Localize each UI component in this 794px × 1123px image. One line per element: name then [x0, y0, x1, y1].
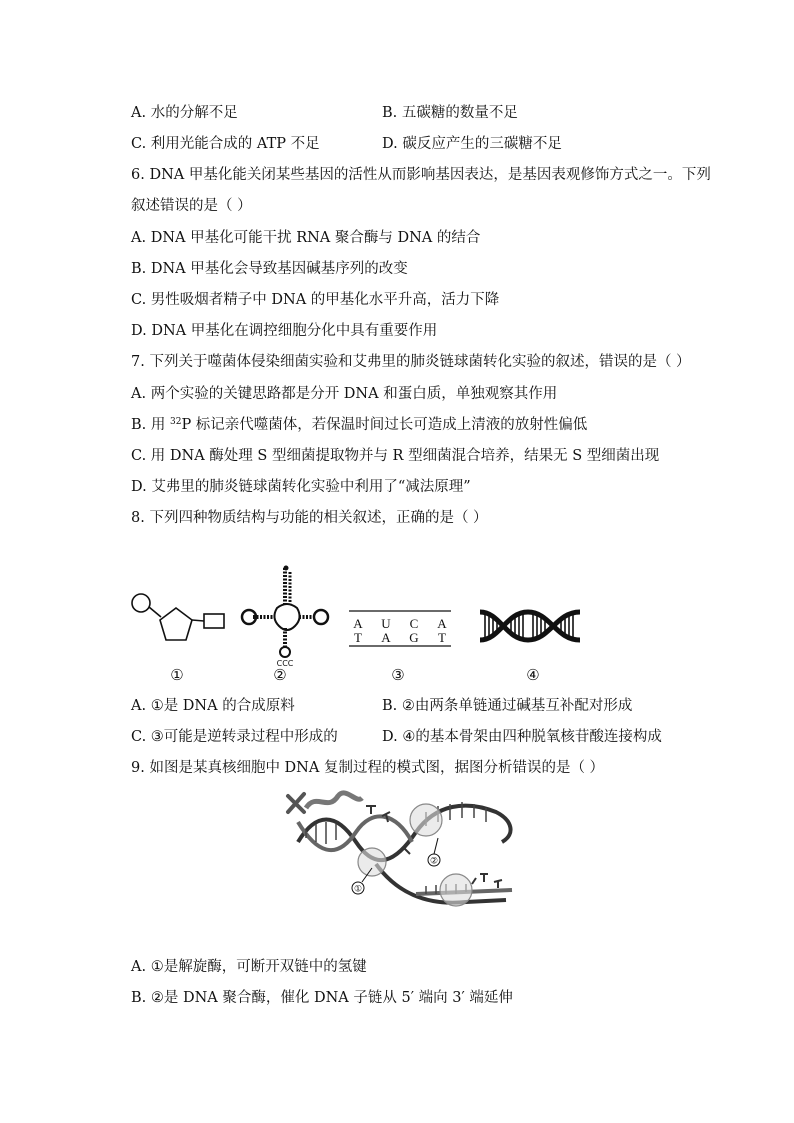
q7-option-a: A. 两个实验的关键思路都是分开 DNA 和蛋白质，单独观察其作用: [131, 386, 558, 402]
q5-option-b: B. 五碳糖的数量不足: [382, 105, 518, 121]
seq-bottom-base: A: [381, 630, 391, 645]
q8-option-d: D. ④的基本骨架由四种脱氧核苷酸连接构成: [382, 729, 662, 745]
seq-top-base: A: [437, 616, 447, 631]
q5-option-a: A. 水的分解不足: [131, 105, 238, 121]
seq-bottom-base: T: [354, 630, 362, 645]
q6-option-b: B. DNA 甲基化会导致基因碱基序列的改变: [131, 261, 408, 277]
seq-top-base: C: [409, 616, 419, 631]
q7-stem: 7. 下列关于噬菌体侵染细菌实验和艾弗里的肺炎链球菌转化实验的叙述，错误的是（ ）: [131, 354, 691, 370]
replication-label-1: ①: [353, 884, 363, 895]
q6-option-a: A. DNA 甲基化可能干扰 RNA 聚合酶与 DNA 的结合: [131, 230, 481, 246]
seq-top-base: U: [381, 616, 391, 631]
q8-option-a: A. ①是 DNA 的合成原料: [131, 698, 295, 714]
q7-option-b-isotope: 32: [169, 417, 182, 427]
q6-stem-line1: 6. DNA 甲基化能关闭某些基因的活性从而影响基因表达，是基因表观修饰方式之一。下列: [131, 167, 711, 183]
q9-option-b: B. ②是 DNA 聚合酶，催化 DNA 子链从 5′ 端向 3′ 端延伸: [131, 990, 513, 1006]
q8-option-b: B. ②由两条单链通过碱基互补配对形成: [382, 698, 633, 714]
sequence-figure: [347, 608, 453, 648]
figure-label-3: ③: [391, 666, 405, 684]
seq-top-base: A: [353, 616, 363, 631]
q7-option-c: C. 用 DNA 酶处理 S 型细菌提取物并与 R 型细菌混合培养，结果无 S 型细菌出现: [131, 448, 660, 464]
q7-option-b-prefix: B. 用: [131, 417, 170, 433]
figure-label-2: ②: [273, 666, 287, 684]
q6-stem-line2: 叙述错误的是（ ）: [131, 198, 252, 214]
q7-option-d: D. 艾弗里的肺炎链球菌转化实验中利用了“减法原理”: [131, 479, 471, 495]
dna-replication-figure: [276, 782, 526, 922]
figure-label-1: ①: [170, 666, 184, 684]
q5-option-c: C. 利用光能合成的 ATP 不足: [131, 136, 320, 152]
q9-option-a: A. ①是解旋酶，可断开双链中的氢键: [131, 959, 367, 975]
q9-stem: 9. 如图是某真核细胞中 DNA 复制过程的模式图，据图分析错误的是（ ）: [131, 760, 605, 776]
q5-option-d: D. 碳反应产生的三碳糖不足: [382, 136, 562, 152]
nucleotide-figure: [128, 590, 228, 650]
q6-option-d: D. DNA 甲基化在调控细胞分化中具有重要作用: [131, 323, 438, 339]
figure-label-4: ④: [526, 666, 540, 684]
q8-option-c: C. ③可能是逆转录过程中形成的: [131, 729, 338, 745]
seq-bottom-base: T: [438, 630, 446, 645]
seq-bottom-base: G: [409, 630, 419, 645]
q7-option-b-rest: P 标记亲代噬菌体，若保温时间过长可造成上清液的放射性偏低: [181, 417, 588, 433]
replication-label-2: ②: [429, 856, 439, 867]
trna-anticodon: CCC: [276, 659, 294, 668]
double-helix-figure: [476, 604, 584, 648]
trna-figure: [237, 564, 331, 668]
q6-option-c: C. 男性吸烟者精子中 DNA 的甲基化水平升高，活力下降: [131, 292, 500, 308]
q8-stem: 8. 下列四种物质结构与功能的相关叙述，正确的是（ ）: [131, 510, 488, 526]
q7-option-b: [131, 415, 587, 435]
